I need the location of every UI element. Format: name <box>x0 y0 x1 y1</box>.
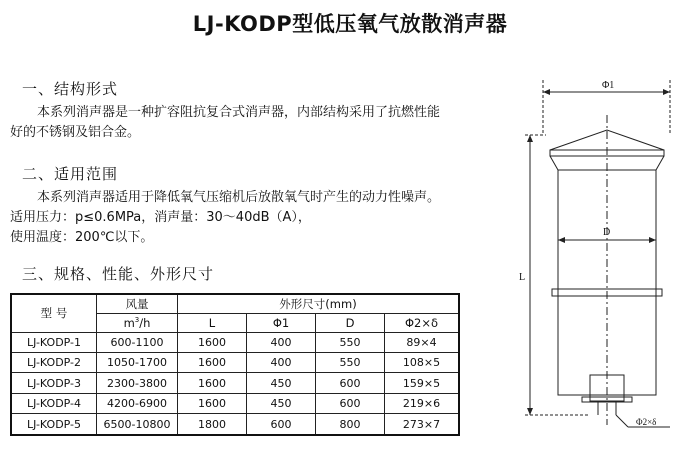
cap-skirt-right <box>656 156 664 170</box>
cell-l: 1600 <box>178 332 247 352</box>
cell-d: 550 <box>316 332 385 352</box>
header-phi1: Φ1 <box>247 313 316 332</box>
cell-phi1: 450 <box>247 373 316 393</box>
d-arrow-right <box>649 237 656 243</box>
section-heading-specs: 三、规格、性能、外形尺寸 <box>22 265 215 283</box>
section-heading-scope: 二、适用范围 <box>22 165 119 183</box>
cap-skirt-left <box>550 156 558 170</box>
d-arrow-left <box>558 237 565 243</box>
header-model: 型 号 <box>11 294 97 332</box>
label-phi1: Φ1 <box>602 80 615 91</box>
section-text-scope <box>10 188 448 248</box>
cell-l: 1600 <box>178 352 247 372</box>
cell-model: LJ-KODP-5 <box>11 414 97 435</box>
cell-d: 800 <box>316 414 385 435</box>
cell-d: 600 <box>316 393 385 413</box>
table-row <box>11 332 459 352</box>
phi2-leader <box>616 415 628 427</box>
cell-phi1: 400 <box>247 332 316 352</box>
cell-model: LJ-KODP-2 <box>11 352 97 372</box>
section-text-scope-line2: 使用温度：200℃以下。 <box>10 230 154 245</box>
section-text-scope-line1: 本系列消声器适用于降低氧气压缩机后放散氧气时产生的动力性噪声。适用压力：p≤0.6MPa，消声量：30～40dB（A）， <box>10 190 441 225</box>
cell-flow: 4200-6900 <box>97 393 178 413</box>
phi1-arrow-right <box>663 89 670 95</box>
cell-l: 1600 <box>178 393 247 413</box>
cell-phi1: 450 <box>247 393 316 413</box>
header-d: D <box>316 313 385 332</box>
cell-flow: 6500-10800 <box>97 414 178 435</box>
cell-phi1: 400 <box>247 352 316 372</box>
l-arrow-bottom <box>527 408 533 415</box>
cell-d: 600 <box>316 373 385 393</box>
header-dims: 外形尺寸(mm) <box>178 294 460 313</box>
cell-phi2: 108×5 <box>385 352 460 372</box>
cell-flow: 1050-1700 <box>97 352 178 372</box>
label-d: D <box>603 227 611 238</box>
table-row <box>11 393 459 413</box>
cell-phi2: 89×4 <box>385 332 460 352</box>
header-phi2: Φ2×δ <box>385 313 460 332</box>
silencer-diagram <box>510 75 700 445</box>
cell-model: LJ-KODP-1 <box>11 332 97 352</box>
section-heading-structure: 一、结构形式 <box>22 80 119 98</box>
header-flow: 风量 <box>97 294 178 313</box>
cell-l: 1600 <box>178 373 247 393</box>
label-phi2: Φ2×δ <box>636 417 657 427</box>
header-flow-unit: $m^3/h$ <box>97 313 178 332</box>
phi1-arrow-left <box>543 89 550 95</box>
cell-l: 1800 <box>178 414 247 435</box>
table-row <box>11 352 459 372</box>
section-text-structure: 本系列消声器是一种扩容阻抗复合式消声器，内部结构采用了抗燃性能好的不锈钢及铝合金。 <box>10 105 441 140</box>
label-l: L <box>519 272 526 283</box>
l-arrow-top <box>527 135 533 142</box>
header-l: L <box>178 313 247 332</box>
cell-model: LJ-KODP-3 <box>11 373 97 393</box>
cell-phi1: 600 <box>247 414 316 435</box>
table-row <box>11 373 459 393</box>
cell-flow: 600-1100 <box>97 332 178 352</box>
spec-table <box>10 293 460 436</box>
cell-flow: 2300-3800 <box>97 373 178 393</box>
cell-model: LJ-KODP-4 <box>11 393 97 413</box>
cell-phi2: 273×7 <box>385 414 460 435</box>
cell-d: 550 <box>316 352 385 372</box>
cell-phi2: 219×6 <box>385 393 460 413</box>
page-title: LJ-KODP型低压氧气放散消声器 <box>192 12 508 36</box>
table-row <box>11 414 459 435</box>
cell-phi2: 159×5 <box>385 373 460 393</box>
